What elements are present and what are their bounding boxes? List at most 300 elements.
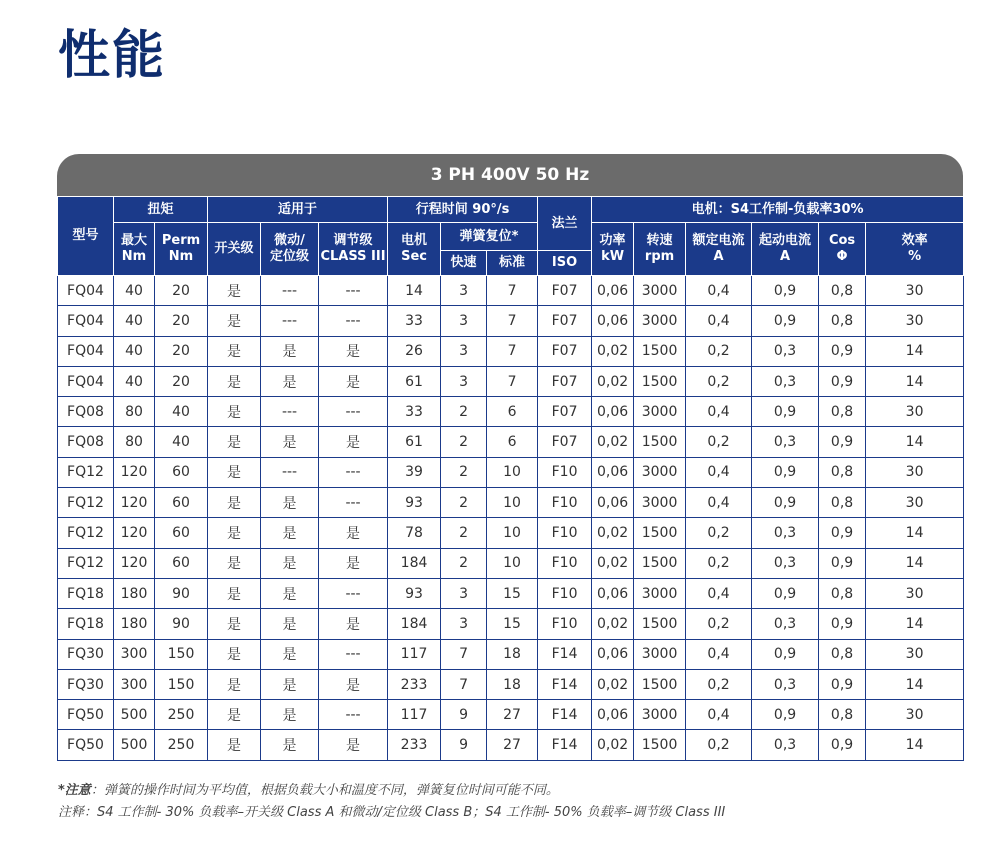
cell-speed: 1500 — [634, 548, 686, 578]
cell-onoff: 是 — [208, 669, 261, 699]
cell-rated-current: 0,2 — [686, 336, 752, 366]
cell-spring-std: 7 — [487, 366, 538, 396]
cell-model: FQ18 — [58, 609, 114, 639]
cell-start-current: 0,3 — [752, 669, 819, 699]
cell-motor-time: 184 — [388, 609, 441, 639]
cell-micro: 是 — [261, 548, 319, 578]
cell-torque-perm: 20 — [155, 366, 208, 396]
cell-efficiency: 14 — [866, 669, 964, 699]
cell-efficiency: 14 — [866, 427, 964, 457]
cell-efficiency: 14 — [866, 609, 964, 639]
cell-regulating: 是 — [319, 669, 388, 699]
cell-torque-perm: 60 — [155, 548, 208, 578]
cell-flange: F10 — [538, 518, 592, 548]
cell-efficiency: 14 — [866, 730, 964, 760]
header-start-current: 起动电流 A — [752, 223, 819, 276]
cell-torque-max: 180 — [114, 578, 155, 608]
cell-onoff: 是 — [208, 336, 261, 366]
cell-torque-perm: 250 — [155, 700, 208, 730]
table-banner: 3 PH 400V 50 Hz — [57, 154, 963, 196]
cell-spring-fast: 3 — [441, 336, 487, 366]
cell-model: FQ50 — [58, 700, 114, 730]
cell-spring-fast: 2 — [441, 488, 487, 518]
cell-spring-fast: 9 — [441, 700, 487, 730]
cell-spring-std: 10 — [487, 518, 538, 548]
cell-rated-current: 0,4 — [686, 306, 752, 336]
cell-torque-max: 120 — [114, 457, 155, 487]
cell-power: 0,06 — [592, 488, 634, 518]
header-speed: 转速 rpm — [634, 223, 686, 276]
header-torque: 扭矩 — [114, 197, 208, 223]
cell-power: 0,02 — [592, 336, 634, 366]
table-row — [58, 548, 964, 578]
cell-micro: --- — [261, 397, 319, 427]
cell-onoff: 是 — [208, 397, 261, 427]
cell-torque-max: 120 — [114, 488, 155, 518]
header-torque-perm: Perm Nm — [155, 223, 208, 276]
table-row — [58, 457, 964, 487]
cell-spring-std: 7 — [487, 306, 538, 336]
cell-torque-max: 40 — [114, 276, 155, 306]
cell-torque-perm: 20 — [155, 306, 208, 336]
cell-power: 0,06 — [592, 306, 634, 336]
cell-onoff: 是 — [208, 276, 261, 306]
cell-efficiency: 14 — [866, 548, 964, 578]
cell-spring-std: 10 — [487, 457, 538, 487]
cell-regulating: --- — [319, 639, 388, 669]
cell-motor-time: 61 — [388, 427, 441, 457]
header-torque-max: 最大 Nm — [114, 223, 155, 276]
cell-cos: 0,8 — [819, 488, 866, 518]
cell-spring-fast: 3 — [441, 306, 487, 336]
cell-motor-time: 117 — [388, 700, 441, 730]
cell-rated-current: 0,4 — [686, 397, 752, 427]
header-motor-time: 电机 Sec — [388, 223, 441, 276]
cell-rated-current: 0,4 — [686, 639, 752, 669]
cell-cos: 0,8 — [819, 578, 866, 608]
header-regulating: 调节级 CLASS III — [319, 223, 388, 276]
cell-micro: 是 — [261, 366, 319, 396]
cell-spring-fast: 3 — [441, 366, 487, 396]
cell-micro: 是 — [261, 427, 319, 457]
cell-spring-std: 18 — [487, 639, 538, 669]
cell-torque-max: 500 — [114, 730, 155, 760]
cell-spring-std: 7 — [487, 276, 538, 306]
cell-start-current: 0,9 — [752, 276, 819, 306]
cell-micro: 是 — [261, 730, 319, 760]
footnote-duty: 注释：S4 工作制- 30% 负载率–开关级 Class A 和微动/定位级 Class B；S4 工作制- 50% 负载率–调节级 Class III — [58, 805, 726, 820]
table-row — [58, 669, 964, 699]
cell-torque-max: 120 — [114, 548, 155, 578]
cell-speed: 1500 — [634, 730, 686, 760]
cell-regulating: --- — [319, 578, 388, 608]
cell-flange: F07 — [538, 397, 592, 427]
cell-micro: 是 — [261, 639, 319, 669]
cell-spring-fast: 3 — [441, 276, 487, 306]
cell-cos: 0,9 — [819, 548, 866, 578]
cell-onoff: 是 — [208, 639, 261, 669]
cell-speed: 1500 — [634, 366, 686, 396]
cell-efficiency: 30 — [866, 397, 964, 427]
header-spring-fast: 快速 — [441, 251, 487, 276]
cell-rated-current: 0,4 — [686, 488, 752, 518]
cell-efficiency: 30 — [866, 488, 964, 518]
cell-torque-max: 80 — [114, 427, 155, 457]
cell-flange: F07 — [538, 336, 592, 366]
cell-regulating: --- — [319, 488, 388, 518]
cell-motor-time: 93 — [388, 578, 441, 608]
cell-torque-max: 40 — [114, 336, 155, 366]
cell-model: FQ08 — [58, 427, 114, 457]
cell-torque-perm: 90 — [155, 609, 208, 639]
footnotes — [58, 780, 725, 824]
cell-speed: 1500 — [634, 427, 686, 457]
table-row — [58, 730, 964, 760]
cell-power: 0,02 — [592, 548, 634, 578]
header-power: 功率 kW — [592, 223, 634, 276]
header-rated-current: 额定电流 A — [686, 223, 752, 276]
cell-cos: 0,9 — [819, 730, 866, 760]
cell-regulating: --- — [319, 306, 388, 336]
cell-speed: 1500 — [634, 609, 686, 639]
cell-torque-max: 120 — [114, 518, 155, 548]
header-motor: 电机：S4工作制-负载率30% — [592, 197, 964, 223]
cell-flange: F14 — [538, 700, 592, 730]
cell-rated-current: 0,4 — [686, 578, 752, 608]
cell-torque-max: 180 — [114, 609, 155, 639]
cell-efficiency: 30 — [866, 276, 964, 306]
cell-flange: F07 — [538, 366, 592, 396]
cell-regulating: 是 — [319, 548, 388, 578]
cell-torque-perm: 60 — [155, 488, 208, 518]
cell-speed: 1500 — [634, 518, 686, 548]
cell-spring-std: 15 — [487, 609, 538, 639]
cell-spring-fast: 2 — [441, 548, 487, 578]
cell-cos: 0,9 — [819, 669, 866, 699]
cell-spring-std: 7 — [487, 336, 538, 366]
cell-micro: --- — [261, 276, 319, 306]
cell-power: 0,02 — [592, 609, 634, 639]
cell-regulating: 是 — [319, 366, 388, 396]
header-flange: 法兰 — [538, 197, 592, 251]
cell-model: FQ50 — [58, 730, 114, 760]
cell-micro: 是 — [261, 669, 319, 699]
cell-motor-time: 14 — [388, 276, 441, 306]
table-row — [58, 397, 964, 427]
cell-model: FQ04 — [58, 336, 114, 366]
cell-efficiency: 30 — [866, 578, 964, 608]
footnote-text: ：弹簧的操作时间为平均值，根据负载大小和温度不同，弹簧复位时间可能不同。 — [90, 783, 559, 798]
table-row — [58, 639, 964, 669]
cell-power: 0,02 — [592, 518, 634, 548]
cell-rated-current: 0,2 — [686, 669, 752, 699]
cell-power: 0,06 — [592, 276, 634, 306]
header-travel-time: 行程时间 90°/s — [388, 197, 538, 223]
cell-motor-time: 26 — [388, 336, 441, 366]
cell-start-current: 0,9 — [752, 639, 819, 669]
cell-speed: 3000 — [634, 457, 686, 487]
cell-speed: 3000 — [634, 306, 686, 336]
table-row — [58, 366, 964, 396]
cell-speed: 3000 — [634, 276, 686, 306]
cell-cos: 0,9 — [819, 366, 866, 396]
cell-torque-max: 500 — [114, 700, 155, 730]
cell-spring-std: 15 — [487, 578, 538, 608]
table-row — [58, 488, 964, 518]
cell-start-current: 0,3 — [752, 366, 819, 396]
cell-model: FQ04 — [58, 366, 114, 396]
cell-flange: F14 — [538, 639, 592, 669]
cell-torque-max: 40 — [114, 306, 155, 336]
cell-model: FQ30 — [58, 639, 114, 669]
cell-power: 0,06 — [592, 457, 634, 487]
cell-rated-current: 0,2 — [686, 548, 752, 578]
table-row — [58, 276, 964, 306]
cell-model: FQ18 — [58, 578, 114, 608]
cell-regulating: 是 — [319, 336, 388, 366]
cell-micro: 是 — [261, 609, 319, 639]
cell-power: 0,02 — [592, 366, 634, 396]
cell-spring-std: 27 — [487, 700, 538, 730]
page-title: 性能 — [58, 26, 167, 86]
cell-cos: 0,9 — [819, 609, 866, 639]
cell-spring-std: 10 — [487, 548, 538, 578]
cell-speed: 3000 — [634, 578, 686, 608]
cell-regulating: 是 — [319, 730, 388, 760]
cell-model: FQ30 — [58, 669, 114, 699]
cell-spring-fast: 9 — [441, 730, 487, 760]
cell-power: 0,06 — [592, 578, 634, 608]
cell-torque-perm: 20 — [155, 276, 208, 306]
cell-torque-perm: 90 — [155, 578, 208, 608]
table-row — [58, 700, 964, 730]
cell-speed: 3000 — [634, 488, 686, 518]
table-row — [58, 609, 964, 639]
cell-regulating: --- — [319, 397, 388, 427]
cell-spring-std: 6 — [487, 397, 538, 427]
cell-torque-perm: 40 — [155, 427, 208, 457]
cell-cos: 0,9 — [819, 427, 866, 457]
cell-onoff: 是 — [208, 578, 261, 608]
header-flange-iso: ISO — [538, 251, 592, 276]
cell-onoff: 是 — [208, 427, 261, 457]
cell-efficiency: 14 — [866, 366, 964, 396]
cell-cos: 0,9 — [819, 336, 866, 366]
cell-power: 0,02 — [592, 669, 634, 699]
cell-torque-perm: 20 — [155, 336, 208, 366]
cell-motor-time: 78 — [388, 518, 441, 548]
cell-onoff: 是 — [208, 700, 261, 730]
cell-rated-current: 0,2 — [686, 427, 752, 457]
cell-motor-time: 61 — [388, 366, 441, 396]
cell-model: FQ12 — [58, 457, 114, 487]
cell-torque-max: 40 — [114, 366, 155, 396]
cell-motor-time: 233 — [388, 669, 441, 699]
table-body — [58, 276, 964, 761]
cell-onoff: 是 — [208, 609, 261, 639]
cell-efficiency: 14 — [866, 518, 964, 548]
cell-cos: 0,8 — [819, 639, 866, 669]
cell-onoff: 是 — [208, 306, 261, 336]
cell-regulating: 是 — [319, 609, 388, 639]
cell-rated-current: 0,2 — [686, 730, 752, 760]
cell-onoff: 是 — [208, 730, 261, 760]
header-micro: 微动/ 定位级 — [261, 223, 319, 276]
cell-motor-time: 33 — [388, 306, 441, 336]
cell-regulating: --- — [319, 457, 388, 487]
cell-speed: 1500 — [634, 336, 686, 366]
header-efficiency: 效率 % — [866, 223, 964, 276]
cell-flange: F10 — [538, 578, 592, 608]
cell-flange: F10 — [538, 548, 592, 578]
cell-onoff: 是 — [208, 457, 261, 487]
table-row — [58, 578, 964, 608]
cell-torque-perm: 250 — [155, 730, 208, 760]
cell-motor-time: 33 — [388, 397, 441, 427]
cell-power: 0,06 — [592, 397, 634, 427]
cell-model: FQ12 — [58, 548, 114, 578]
cell-cos: 0,8 — [819, 306, 866, 336]
cell-micro: 是 — [261, 578, 319, 608]
cell-torque-perm: 60 — [155, 457, 208, 487]
cell-flange: F07 — [538, 306, 592, 336]
cell-rated-current: 0,4 — [686, 700, 752, 730]
performance-table — [57, 196, 964, 761]
header-onoff: 开关级 — [208, 223, 261, 276]
cell-micro: 是 — [261, 518, 319, 548]
cell-start-current: 0,3 — [752, 548, 819, 578]
header-applicable: 适用于 — [208, 197, 388, 223]
cell-cos: 0,8 — [819, 457, 866, 487]
cell-cos: 0,8 — [819, 397, 866, 427]
cell-spring-fast: 2 — [441, 427, 487, 457]
cell-onoff: 是 — [208, 548, 261, 578]
header-spring-return: 弹簧复位* — [441, 223, 538, 251]
cell-efficiency: 30 — [866, 700, 964, 730]
cell-flange: F10 — [538, 488, 592, 518]
cell-start-current: 0,3 — [752, 730, 819, 760]
cell-spring-std: 18 — [487, 669, 538, 699]
cell-start-current: 0,9 — [752, 700, 819, 730]
cell-start-current: 0,3 — [752, 427, 819, 457]
cell-micro: 是 — [261, 336, 319, 366]
cell-torque-perm: 150 — [155, 669, 208, 699]
cell-speed: 3000 — [634, 397, 686, 427]
table-row — [58, 427, 964, 457]
cell-start-current: 0,3 — [752, 518, 819, 548]
header-model: 型号 — [58, 197, 114, 276]
cell-onoff: 是 — [208, 488, 261, 518]
table-row — [58, 518, 964, 548]
cell-torque-perm: 150 — [155, 639, 208, 669]
performance-table-container — [57, 154, 963, 761]
cell-start-current: 0,9 — [752, 397, 819, 427]
table-row — [58, 336, 964, 366]
cell-onoff: 是 — [208, 366, 261, 396]
cell-motor-time: 93 — [388, 488, 441, 518]
cell-speed: 1500 — [634, 669, 686, 699]
cell-flange: F07 — [538, 276, 592, 306]
cell-cos: 0,9 — [819, 518, 866, 548]
cell-speed: 3000 — [634, 700, 686, 730]
cell-model: FQ12 — [58, 518, 114, 548]
cell-power: 0,02 — [592, 427, 634, 457]
cell-flange: F10 — [538, 457, 592, 487]
cell-regulating: --- — [319, 700, 388, 730]
cell-torque-perm: 40 — [155, 397, 208, 427]
cell-torque-max: 300 — [114, 669, 155, 699]
cell-onoff: 是 — [208, 518, 261, 548]
cell-motor-time: 233 — [388, 730, 441, 760]
cell-regulating: --- — [319, 276, 388, 306]
cell-torque-max: 300 — [114, 639, 155, 669]
cell-start-current: 0,3 — [752, 336, 819, 366]
cell-regulating: 是 — [319, 427, 388, 457]
cell-rated-current: 0,2 — [686, 366, 752, 396]
cell-flange: F07 — [538, 427, 592, 457]
header-spring-std: 标准 — [487, 251, 538, 276]
cell-power: 0,02 — [592, 730, 634, 760]
table-row — [58, 306, 964, 336]
cell-power: 0,06 — [592, 700, 634, 730]
footnote-spring — [58, 780, 725, 802]
cell-start-current: 0,9 — [752, 488, 819, 518]
cell-spring-fast: 2 — [441, 518, 487, 548]
header-cos: Cos Φ — [819, 223, 866, 276]
cell-rated-current: 0,2 — [686, 518, 752, 548]
cell-cos: 0,8 — [819, 700, 866, 730]
cell-spring-fast: 7 — [441, 639, 487, 669]
cell-spring-std: 10 — [487, 488, 538, 518]
cell-efficiency: 30 — [866, 306, 964, 336]
cell-spring-fast: 3 — [441, 578, 487, 608]
cell-motor-time: 39 — [388, 457, 441, 487]
cell-model: FQ04 — [58, 276, 114, 306]
cell-flange: F10 — [538, 609, 592, 639]
cell-efficiency: 30 — [866, 457, 964, 487]
cell-spring-std: 6 — [487, 427, 538, 457]
cell-power: 0,06 — [592, 639, 634, 669]
cell-rated-current: 0,2 — [686, 609, 752, 639]
cell-motor-time: 184 — [388, 548, 441, 578]
cell-model: FQ04 — [58, 306, 114, 336]
cell-model: FQ12 — [58, 488, 114, 518]
cell-spring-fast: 2 — [441, 397, 487, 427]
cell-cos: 0,8 — [819, 276, 866, 306]
cell-flange: F14 — [538, 669, 592, 699]
cell-start-current: 0,3 — [752, 609, 819, 639]
cell-start-current: 0,9 — [752, 306, 819, 336]
cell-micro: --- — [261, 306, 319, 336]
cell-micro: 是 — [261, 488, 319, 518]
cell-efficiency: 30 — [866, 639, 964, 669]
cell-motor-time: 117 — [388, 639, 441, 669]
cell-torque-max: 80 — [114, 397, 155, 427]
cell-spring-fast: 3 — [441, 609, 487, 639]
cell-start-current: 0,9 — [752, 457, 819, 487]
cell-spring-std: 27 — [487, 730, 538, 760]
cell-rated-current: 0,4 — [686, 457, 752, 487]
cell-start-current: 0,9 — [752, 578, 819, 608]
cell-rated-current: 0,4 — [686, 276, 752, 306]
cell-micro: 是 — [261, 700, 319, 730]
cell-flange: F14 — [538, 730, 592, 760]
cell-spring-fast: 2 — [441, 457, 487, 487]
cell-torque-perm: 60 — [155, 518, 208, 548]
footnote-label: *注意 — [58, 783, 91, 798]
cell-efficiency: 14 — [866, 336, 964, 366]
cell-spring-fast: 7 — [441, 669, 487, 699]
